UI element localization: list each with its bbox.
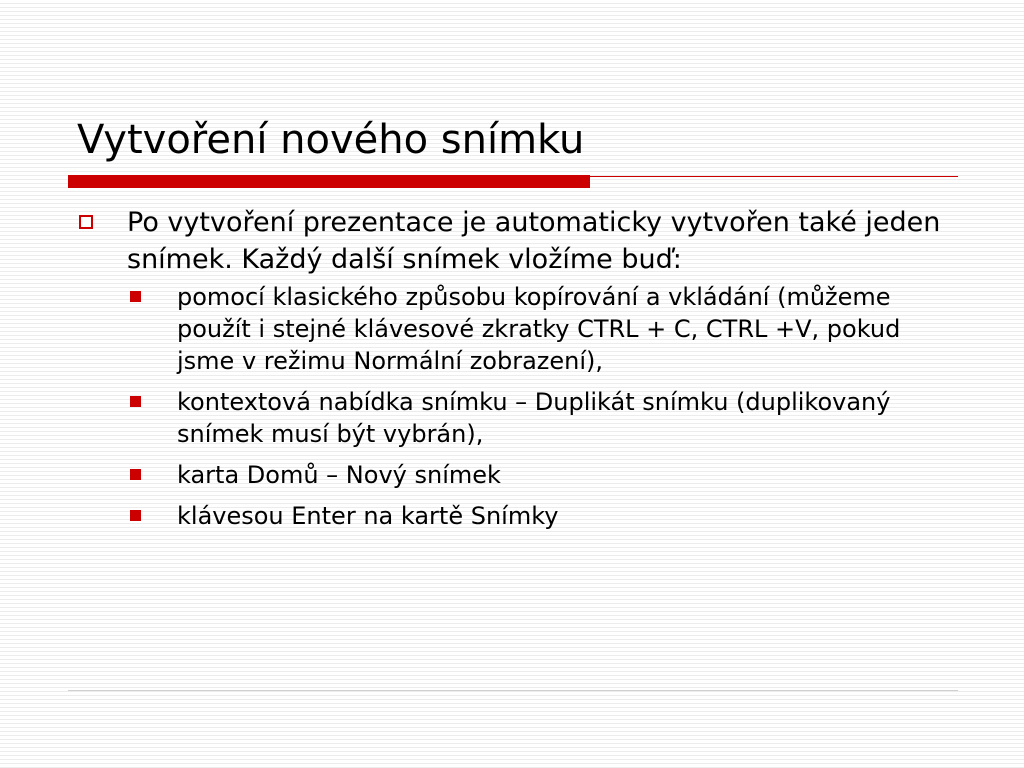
- filled-square-icon: [130, 469, 141, 480]
- sub-bullet-list: [76, 281, 956, 532]
- sub-bullet-item: [76, 281, 956, 377]
- sub-bullet-text: karta Domů – Nový snímek: [177, 461, 501, 489]
- slide-title: Vytvoření nového snímku: [77, 117, 585, 163]
- sub-bullet-text: klávesou Enter na kartě Snímky: [177, 502, 559, 530]
- slide-body: [76, 204, 956, 541]
- sub-bullet-item: [76, 386, 956, 450]
- main-bullet: [76, 204, 956, 278]
- title-underline: [68, 175, 958, 189]
- sub-bullet-text: kontextová nabídka snímku – Duplikát snímku (duplikovaný snímek musí být vybrán),: [177, 388, 891, 448]
- hollow-square-icon: [79, 215, 93, 229]
- filled-square-icon: [130, 291, 141, 302]
- bottom-divider: [68, 690, 958, 691]
- sub-bullet-item: [76, 500, 956, 532]
- title-underline-thick: [68, 175, 590, 188]
- sub-bullet-text: pomocí klasického způsobu kopírování a vkládání (můžeme použít i stejné klávesové zkratky CTRL + C, CTRL +V, pokud jsme v režimu Normální zobrazení),: [177, 283, 901, 375]
- sub-bullet-item: [76, 459, 956, 491]
- main-bullet-text: Po vytvoření prezentace je automaticky vytvořen také jeden snímek. Každý další snímek vložíme buď:: [127, 207, 941, 275]
- filled-square-icon: [130, 510, 141, 521]
- filled-square-icon: [130, 396, 141, 407]
